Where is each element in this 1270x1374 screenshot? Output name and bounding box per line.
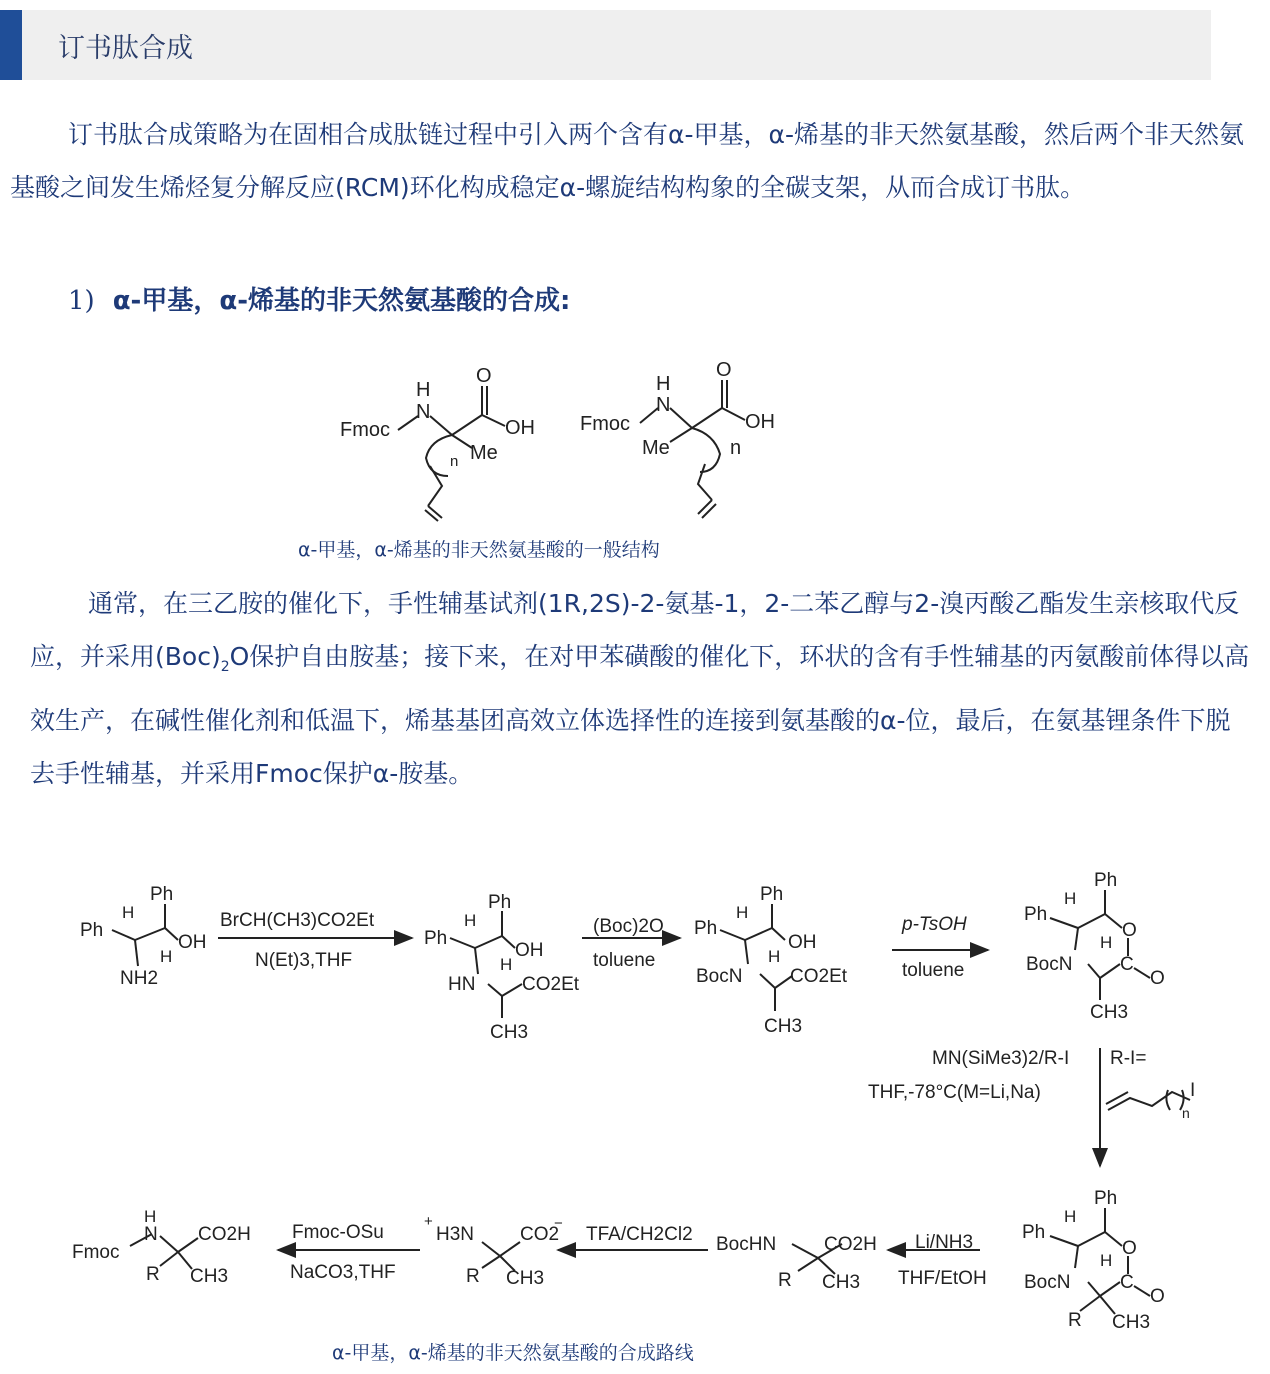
intro-text: 订书肽合成策略为在固相合成肽链过程中引入两个含有α-甲基，α-烯基的非天然氨基酸，然后两个非天然氨基酸之间发生烯烃复分解反应(RCM)环化构成稳定α-螺旋结构构象的全碳支架，从而合成订书肽。: [10, 120, 1245, 202]
r1-top: BrCH(CH3)CO2Et: [220, 910, 375, 931]
r5-top: Li/NH3: [915, 1232, 974, 1253]
c4-h2: H: [1100, 933, 1113, 952]
section-header: [0, 10, 1211, 80]
o-label-2: O: [716, 359, 732, 381]
c5-o-carbonyl: O: [1150, 1286, 1165, 1307]
c5-h1: H: [1064, 1207, 1077, 1226]
general-structure-figure: [330, 358, 800, 523]
c8-r: R: [146, 1264, 160, 1285]
c2-hn: HN: [448, 974, 476, 995]
n-sub-label-1: n: [450, 453, 459, 470]
r7-bottom: NaCO3,THF: [290, 1262, 396, 1283]
section-title: α-甲基，α-烯基的非天然氨基酸的合成:: [112, 286, 571, 316]
section-heading: [68, 280, 570, 317]
c8-ch3: CH3: [190, 1266, 229, 1287]
me-label-1: Me: [470, 442, 498, 464]
fmoc-label-2: Fmoc: [580, 413, 630, 435]
c8-fmoc: Fmoc: [72, 1242, 120, 1263]
header-title: 订书肽合成: [58, 33, 193, 64]
body-subscript: 2: [220, 659, 230, 675]
c2-ph-top: Ph: [488, 892, 512, 913]
c1-h1: H: [122, 903, 135, 922]
header-accent-bar: [0, 10, 22, 80]
c7-co2: CO2: [520, 1224, 560, 1245]
c7-h3n: H3N: [436, 1224, 475, 1245]
c4-ph-left: Ph: [1024, 904, 1048, 925]
c8-n: N: [144, 1224, 158, 1245]
c4-bocn: BocN: [1026, 954, 1073, 975]
c6-bochn: BocHN: [716, 1234, 777, 1255]
n-label-1: N: [416, 401, 431, 423]
figure2-caption: α-甲基，α-烯基的非天然氨基酸的合成路线: [332, 1342, 694, 1364]
c1-oh: OH: [178, 932, 207, 953]
r7-top: Fmoc-OSu: [292, 1222, 384, 1243]
c1-ph-top: Ph: [150, 884, 174, 905]
r1-bottom: N(Et)3,THF: [255, 950, 353, 971]
body-text-2: O保护自由胺基；接下来，在对甲苯磺酸的催化下，环状的含有手性辅基的丙氨酸前体得以高效生产，在碱性催化剂和低温下，烯基基团高效立体选择性的连接到氨基酸的α-位，最后，在氨基锂条件下脱去手性辅基，并采用Fmoc保护α-胺基。: [30, 642, 1250, 788]
c5-h2: H: [1100, 1251, 1113, 1270]
c5-ch3: CH3: [1112, 1312, 1151, 1333]
o-label-1: O: [476, 365, 492, 387]
c2-h1: H: [464, 911, 477, 930]
c3-bocn: BocN: [696, 966, 743, 987]
r2-top: (Boc)2O: [593, 916, 664, 937]
c3-oh: OH: [788, 932, 817, 953]
c4-ch3: CH3: [1090, 1002, 1129, 1023]
r3-bottom: toluene: [902, 960, 965, 981]
h-label-2: H: [656, 373, 671, 395]
c6-ch3: CH3: [822, 1272, 861, 1293]
fmoc-label-1: Fmoc: [340, 419, 390, 441]
c7-ch3: CH3: [506, 1268, 545, 1289]
c7-plus: +: [424, 1213, 433, 1230]
c5-bocn: BocN: [1024, 1272, 1071, 1293]
c2-ch3: CH3: [490, 1022, 529, 1043]
c6-r: R: [778, 1270, 792, 1291]
c5-ph-top: Ph: [1094, 1188, 1118, 1209]
r2-bottom: toluene: [593, 950, 656, 971]
c7-r: R: [466, 1266, 480, 1287]
c3-ph-top: Ph: [760, 884, 784, 905]
c6-co2h: CO2H: [824, 1234, 877, 1255]
alkyl-i: I: [1190, 1080, 1196, 1101]
c3-ch3: CH3: [764, 1016, 803, 1037]
c2-co2et: CO2Et: [522, 974, 580, 995]
n-sub-label-2: n: [730, 437, 742, 459]
c7-minus: −: [554, 1215, 563, 1232]
c4-h1: H: [1064, 889, 1077, 908]
c3-co2et: CO2Et: [790, 966, 848, 987]
h-label-1: H: [416, 379, 431, 401]
c4-o-carbonyl: O: [1150, 968, 1165, 989]
c5-o-ring: O: [1122, 1238, 1137, 1259]
c1-h2: H: [160, 947, 173, 966]
c3-ph-left: Ph: [694, 918, 718, 939]
section-number: 1): [68, 286, 95, 316]
c8-h: H: [144, 1207, 157, 1226]
r4-line1: MN(SiMe3)2/R-I: [932, 1048, 1070, 1069]
c5-r: R: [1068, 1310, 1082, 1331]
c2-h2: H: [500, 955, 513, 974]
c4-c: C: [1120, 954, 1134, 975]
r3-top: p-TsOH: [902, 914, 967, 935]
intro-paragraph: [10, 108, 1265, 214]
c2-oh: OH: [515, 940, 544, 961]
r4-line2: THF,-78°C(M=Li,Na): [868, 1082, 1041, 1103]
c3-h1: H: [736, 903, 749, 922]
r6-top: TFA/CH2Cl2: [586, 1224, 693, 1245]
r4-side: R-I=: [1110, 1048, 1147, 1069]
n-label-2: N: [656, 394, 671, 416]
c2-ph-left: Ph: [424, 928, 448, 949]
c8-co2h: CO2H: [198, 1224, 251, 1245]
c1-ph-left: Ph: [80, 920, 104, 941]
c1-nh2: NH2: [120, 968, 159, 989]
me-label-2: Me: [642, 437, 670, 459]
c5-c: C: [1120, 1272, 1134, 1293]
c3-h2: H: [768, 947, 781, 966]
oh-label-1: OH: [505, 417, 535, 439]
body-paragraph: [30, 577, 1250, 800]
c5-ph-left: Ph: [1022, 1222, 1046, 1243]
c4-o-ring: O: [1122, 920, 1137, 941]
r5-bottom: THF/EtOH: [898, 1268, 987, 1289]
oh-label-2: OH: [745, 411, 775, 433]
alkyl-n: n: [1182, 1105, 1190, 1121]
synthesis-route-figure: [60, 866, 1220, 1336]
body-text-1: 通常，在三乙胺的催化下，手性辅基试剂(1R,2S)-2-氨基-1，2-二苯乙醇与2-溴丙酸乙酯发生亲核取代反应，并采用(Boc): [30, 589, 1240, 671]
figure1-caption: α-甲基，α-烯基的非天然氨基酸的一般结构: [298, 539, 660, 561]
c4-ph-top: Ph: [1094, 870, 1118, 891]
